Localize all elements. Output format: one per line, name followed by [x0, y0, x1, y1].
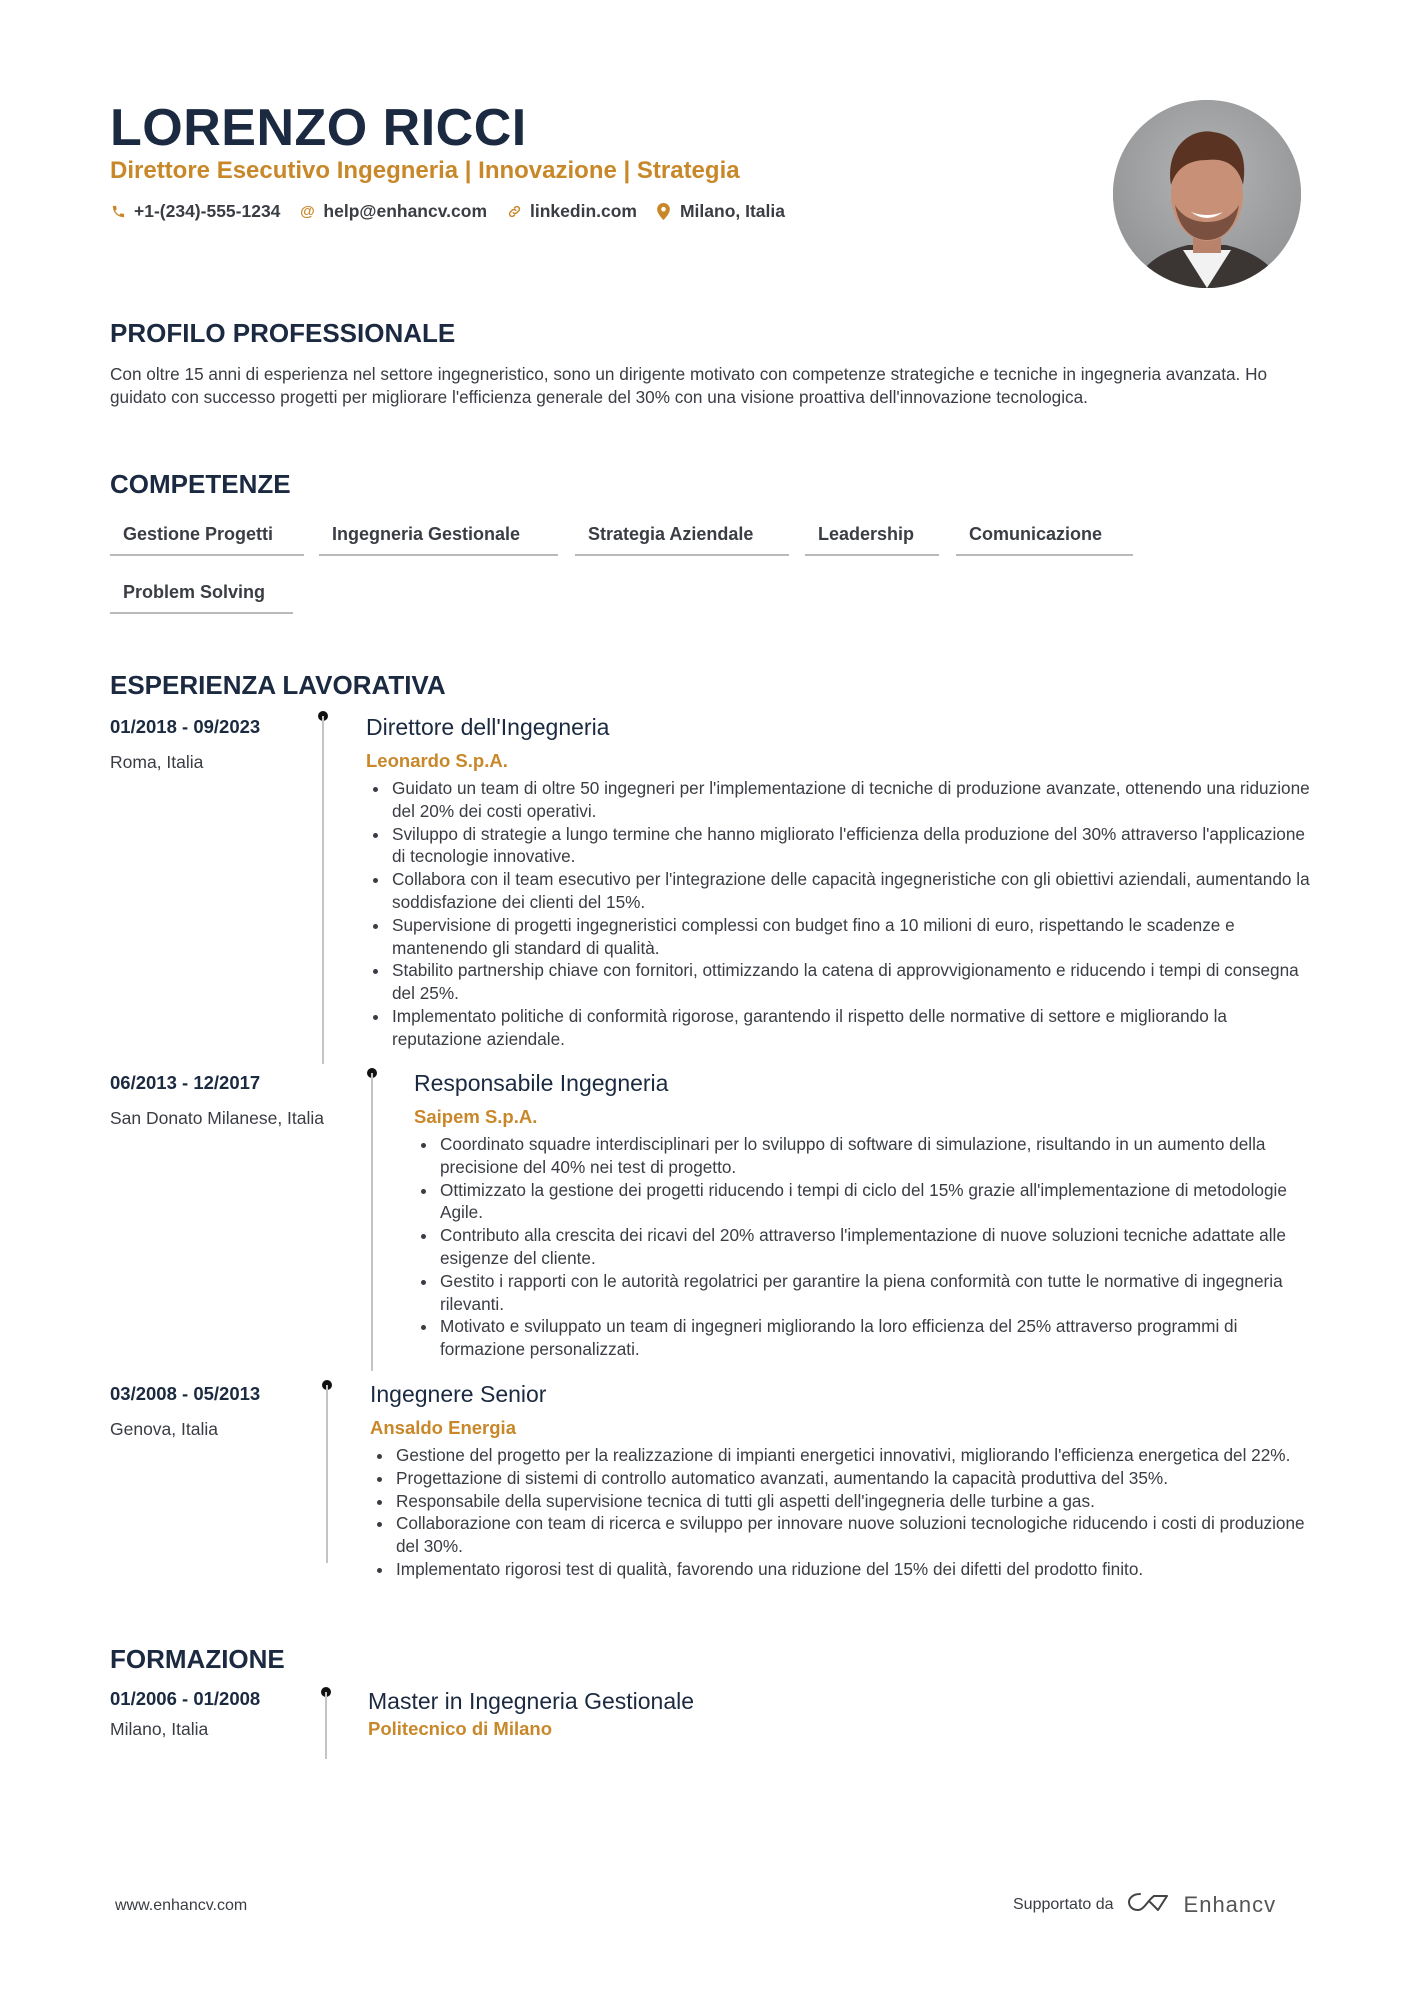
contact-location-text: Milano, Italia	[679, 201, 786, 221]
job-bullet: Implementato politiche di conformità rigorose, garantendo il rispetto delle normative di settore e migliorando la reputazione aziendale.	[365, 1005, 1315, 1051]
section-title-experience: ESPERIENZA LAVORATIVA	[110, 670, 446, 700]
job-location: Roma, Italia	[110, 752, 204, 772]
skill-tag: Ingegneria Gestionale	[319, 524, 558, 556]
job-dates: 01/2018 - 09/2023	[110, 716, 261, 737]
footer-website[interactable]: www.enhancv.com	[115, 1897, 248, 1914]
timeline-line	[371, 1073, 373, 1371]
job-bullets	[365, 777, 1315, 1051]
job-dates: 06/2013 - 12/2017	[110, 1072, 261, 1093]
contact-email-text: help@enhancv.com	[323, 201, 488, 221]
section-title-skills: COMPETENZE	[110, 469, 291, 499]
skill-tag: Gestione Progetti	[110, 524, 304, 556]
job-role: Ingegnere Senior	[370, 1381, 547, 1407]
contact-bar	[110, 201, 785, 222]
powered-by-label: Supportato da	[1013, 1895, 1114, 1913]
footer-powered-by	[1013, 1890, 1276, 1919]
education-school: Politecnico di Milano	[368, 1718, 552, 1739]
contact-phone[interactable]	[110, 201, 280, 222]
job-dates: 03/2008 - 05/2013	[110, 1383, 261, 1404]
contact-linkedin-text: linkedin.com	[530, 201, 637, 221]
job-location: Genova, Italia	[110, 1419, 218, 1439]
job-bullet: Implementato rigorosi test di qualità, favorendo una riduzione del 15% dei difetti del prodotto finito.	[369, 1558, 1319, 1581]
job-bullet: Responsabile della supervisione tecnica di tutti gli aspetti dell'ingegneria delle turbine a gas.	[369, 1490, 1319, 1513]
candidate-headline: Direttore Esecutivo Ingegneria | Innovazione | Strategia	[110, 157, 740, 184]
link-icon	[506, 203, 522, 221]
skill-tag: Comunicazione	[956, 524, 1133, 556]
job-bullet: Collaborazione con team di ricerca e sviluppo per innovare nuove soluzioni tecnologiche riducendo i costi di produzione del 30%.	[369, 1512, 1319, 1558]
summary-text: Con oltre 15 anni di esperienza nel settore ingegneristico, sono un dirigente motivato con competenze strategiche e tecniche in ingegneria avanzata. Ho guidato con successo progetti per migliorare l'efficienza generale del 30% con una visione proattiva dell'innovazione tecnologica.	[110, 364, 1268, 407]
timeline-line	[326, 1385, 328, 1563]
enhancv-logo-icon	[1126, 1890, 1172, 1919]
job-bullet: Supervisione di progetti ingegneristici complessi con budget fino a 10 milioni di euro, rispettando le scadenze e mantenendo gli standard di qualità.	[365, 914, 1315, 960]
job-company: Saipem S.p.A.	[414, 1106, 538, 1127]
at-icon: @	[300, 203, 315, 220]
job-bullet: Gestione del progetto per la realizzazione di impianti energetici innovativi, migliorando l'efficienza energetica del 22%.	[369, 1444, 1319, 1467]
job-bullets	[369, 1444, 1319, 1581]
contact-location	[656, 201, 785, 222]
section-title-education: FORMAZIONE	[110, 1644, 285, 1674]
education-location: Milano, Italia	[110, 1719, 209, 1739]
phone-icon	[110, 203, 126, 221]
job-bullet: Progettazione di sistemi di controllo automatico avanzati, aumentando la capacità produttiva del 35%.	[369, 1467, 1319, 1490]
education-dates: 01/2006 - 01/2008	[110, 1688, 261, 1709]
skill-tag: Strategia Aziendale	[575, 524, 789, 556]
contact-phone-text: +1-(234)-555-1234	[134, 201, 281, 221]
brand-name: Enhancv	[1183, 1891, 1277, 1917]
skill-tag: Problem Solving	[110, 582, 293, 614]
timeline-line	[322, 716, 324, 1064]
job-bullets	[413, 1133, 1313, 1361]
contact-linkedin[interactable]	[506, 201, 637, 222]
job-bullet: Motivato e sviluppato un team di ingegneri migliorando la loro efficienza del 25% attraverso programmi di formazione personalizzati.	[413, 1315, 1313, 1361]
job-bullet: Stabilito partnership chiave con fornitori, ottimizzando la catena di approvvigionamento e riducendo i tempi di consegna del 25%.	[365, 959, 1315, 1005]
candidate-name: LORENZO RICCI	[110, 99, 527, 157]
location-pin-icon	[656, 203, 672, 221]
job-company: Ansaldo Energia	[370, 1417, 516, 1438]
skill-tag: Leadership	[805, 524, 939, 556]
job-location: San Donato Milanese, Italia	[110, 1108, 325, 1128]
job-role: Direttore dell'Ingegneria	[366, 714, 610, 740]
job-company: Leonardo S.p.A.	[366, 750, 508, 771]
timeline-line	[325, 1692, 327, 1759]
job-bullet: Gestito i rapporti con le autorità regolatrici per garantire la piena conformità con tutte le normative di ingegneria rilevanti.	[413, 1270, 1313, 1316]
job-bullet: Coordinato squadre interdisciplinari per lo sviluppo di software di simulazione, risultando in un aumento della precisione del 40% nei test di progetto.	[413, 1133, 1313, 1179]
job-bullet: Sviluppo di strategie a lungo termine che hanno migliorato l'efficienza della produzione del 30% attraverso l'applicazione di tecnologie innovative.	[365, 823, 1315, 869]
contact-email[interactable]	[299, 201, 487, 222]
education-degree: Master in Ingegneria Gestionale	[368, 1688, 695, 1714]
job-bullet: Guidato un team di oltre 50 ingegneri per l'implementazione di tecniche di produzione avanzate, ottenendo una riduzione del 20% dei costi operativi.	[365, 777, 1315, 823]
profile-photo	[1113, 100, 1301, 288]
job-bullet: Contributo alla crescita dei ricavi del 20% attraverso l'implementazione di nuove soluzioni tecniche adattate alle esigenze del cliente.	[413, 1224, 1313, 1270]
job-bullet: Collabora con il team esecutivo per l'integrazione delle capacità ingegneristiche con gli obiettivi aziendali, aumentando la soddisfazione dei clienti del 15%.	[365, 868, 1315, 914]
job-bullet: Ottimizzato la gestione dei progetti riducendo i tempi di ciclo del 15% grazie all'implementazione di metodologie Agile.	[413, 1179, 1313, 1225]
section-title-summary: PROFILO PROFESSIONALE	[110, 318, 456, 348]
job-role: Responsabile Ingegneria	[414, 1070, 669, 1096]
